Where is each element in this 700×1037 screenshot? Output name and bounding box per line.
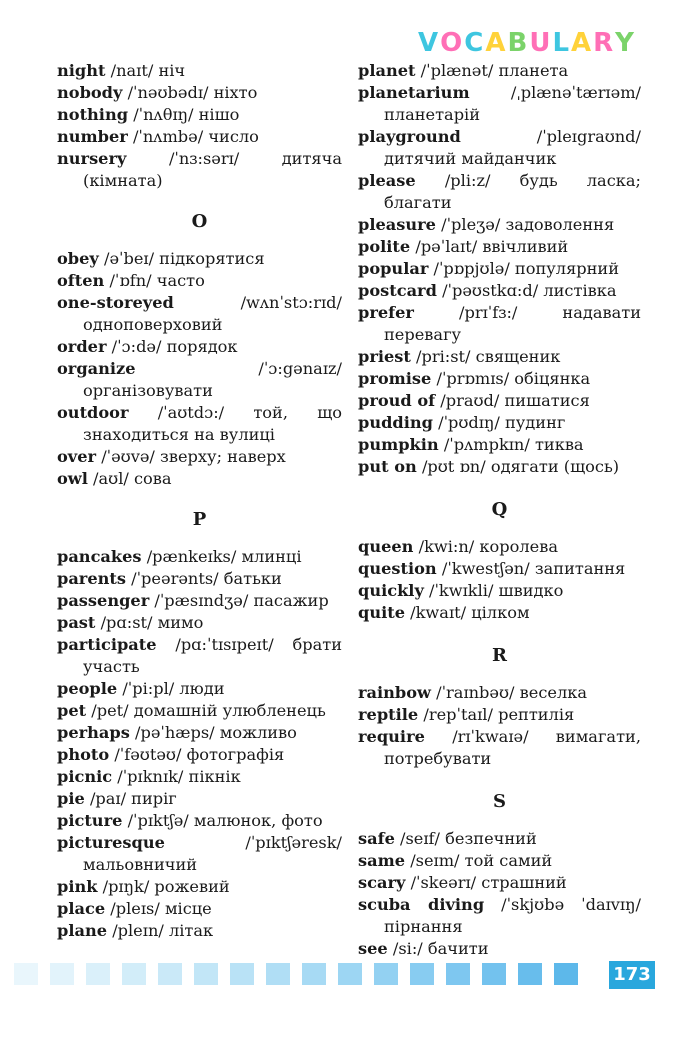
entry-definition: /ˌplænəˈtærɪəm/ планетарій	[384, 83, 641, 124]
entry-definition: /ˈplænət/ планета	[420, 61, 569, 80]
entry-word: perhaps	[57, 723, 130, 742]
letter-heading-s: S	[493, 791, 506, 812]
entry-definition: /pɑ:ˈtɪsɪpeɪt/ брати участь	[83, 635, 342, 676]
entry-definition: /pəˈhæps/ можливо	[135, 723, 297, 742]
entries-p	[57, 546, 342, 942]
entry-definition: /ˈskeərɪ/ страшний	[410, 873, 567, 892]
header-letter: A	[485, 28, 508, 58]
decorative-square	[482, 963, 506, 985]
entry-word: please	[358, 171, 416, 190]
entry-word: order	[57, 337, 107, 356]
entry-definition: /pet/ домашній улюбленець	[91, 701, 326, 720]
entry-word: picture	[57, 811, 123, 830]
entry-word: see	[358, 939, 388, 958]
entries-s	[358, 828, 641, 960]
entry-word: nothing	[57, 105, 129, 124]
entry-word: pie	[57, 789, 85, 808]
header-letter: C	[464, 28, 486, 58]
entry-word: plane	[57, 921, 108, 940]
vocab-entry	[57, 722, 342, 744]
entry-definition: /si:/ бачити	[392, 939, 489, 958]
entries-n	[57, 60, 342, 192]
vocab-entry	[57, 546, 342, 568]
decorative-squares	[14, 963, 578, 985]
vocab-entry	[358, 280, 641, 302]
entry-definition: /ˈpʊdɪŋ/ пудинг	[438, 413, 566, 432]
entry-definition: /paɪ/ пиріг	[89, 789, 177, 808]
entry-definition: /seɪf/ безпечний	[400, 829, 537, 848]
decorative-square	[14, 963, 38, 985]
vocab-entry	[358, 368, 641, 390]
entry-definition: /ˈəʊvə/ зверху; наверх	[101, 447, 286, 466]
entry-definition: /ˈpleʒə/ задоволення	[441, 215, 615, 234]
vocab-entry	[57, 744, 342, 766]
entry-definition: /kwaɪt/ цілком	[410, 603, 530, 622]
vocab-entry	[57, 358, 342, 402]
entry-word: one-storeyed	[57, 293, 174, 312]
vocab-entry	[57, 104, 342, 126]
vocab-entry	[57, 148, 342, 192]
vocab-entry	[57, 292, 342, 336]
vocab-entry	[57, 402, 342, 446]
entry-word: pudding	[358, 413, 433, 432]
vocab-entry	[358, 558, 641, 580]
entry-definition: /ˈpɪktʃəresk/ мальовничий	[83, 833, 342, 874]
entry-definition: /pɪŋk/ рожевий	[102, 877, 230, 896]
vocab-entry	[57, 446, 342, 468]
vocab-entry	[358, 126, 641, 170]
entry-word: owl	[57, 469, 88, 488]
page-number: 173	[609, 961, 655, 989]
entry-definition: /repˈtaɪl/ рептилія	[423, 705, 575, 724]
entry-word: past	[57, 613, 96, 632]
entry-definition: /ˈskjʊbə ˈdaɪvɪŋ/ пірнання	[384, 895, 641, 936]
entry-definition: /seɪm/ той самий	[410, 851, 553, 870]
vocab-entry	[358, 536, 641, 558]
entry-word: question	[358, 559, 437, 578]
decorative-square	[50, 963, 74, 985]
vocab-entry	[57, 876, 342, 898]
right-column	[358, 60, 641, 960]
entry-word: put on	[358, 457, 417, 476]
entry-definition: /rɪˈkwaɪə/ вимагати, потребувати	[384, 727, 641, 768]
entry-word: popular	[358, 259, 429, 278]
entry-word: pancakes	[57, 547, 142, 566]
vocab-entry	[358, 602, 641, 624]
vocab-entry	[57, 832, 342, 876]
entries-o	[57, 248, 342, 490]
vocab-entry	[57, 612, 342, 634]
entry-word: prefer	[358, 303, 414, 322]
entry-definition: /ˈkwɪkli/ швидко	[429, 581, 564, 600]
vocab-entry	[57, 248, 342, 270]
entry-definition: /pɑ:st/ мимо	[100, 613, 204, 632]
entry-word: postcard	[358, 281, 437, 300]
vocab-entry	[358, 580, 641, 602]
vocab-entry	[358, 828, 641, 850]
vocab-entry	[358, 82, 641, 126]
entry-word: reptile	[358, 705, 419, 724]
entry-definition: /ˈpi:pl/ люди	[122, 679, 225, 698]
header-letter: L	[552, 28, 572, 58]
entry-word: participate	[57, 635, 157, 654]
letter-heading-q: Q	[491, 499, 508, 520]
entry-word: place	[57, 899, 106, 918]
entry-word: photo	[57, 745, 110, 764]
vocab-entry	[358, 894, 641, 938]
entry-word: planet	[358, 61, 416, 80]
entry-definition: /əˈbeɪ/ підкорятися	[103, 249, 265, 268]
vocab-entry	[57, 568, 342, 590]
entry-definition: /ˈpɪknɪk/ пікнік	[117, 767, 241, 786]
vocab-entry	[358, 258, 641, 280]
decorative-square	[230, 963, 254, 985]
entry-definition: /pli:z/ будь ласка; благати	[384, 171, 641, 212]
vocab-entry	[57, 634, 342, 678]
vocab-entry	[358, 170, 641, 214]
vocab-entry	[358, 434, 641, 456]
entry-word: passenger	[57, 591, 150, 610]
entry-definition: /praʊd/ пишатися	[440, 391, 590, 410]
entry-definition: /pəˈlaɪt/ ввічливий	[415, 237, 569, 256]
entry-word: pleasure	[358, 215, 436, 234]
vocab-entry	[57, 898, 342, 920]
entry-word: pet	[57, 701, 87, 720]
decorative-square	[554, 963, 578, 985]
vocab-entry	[57, 700, 342, 722]
entry-definition: /wʌnˈstɔ:rɪd/ одноповерховий	[83, 293, 342, 334]
vocab-entry	[358, 704, 641, 726]
decorative-square	[338, 963, 362, 985]
vocab-entry	[57, 468, 342, 490]
vocab-entry	[57, 678, 342, 700]
entry-definition: /pʊt ɒn/ одягати (щось)	[421, 457, 620, 476]
left-column	[57, 60, 342, 942]
entries-q	[358, 536, 641, 624]
entry-word: playground	[358, 127, 461, 146]
vocab-entry	[358, 872, 641, 894]
vocab-entry	[358, 302, 641, 346]
entry-definition: /ˈnəʊbədɪ/ ніхто	[127, 83, 258, 102]
entry-word: nursery	[57, 149, 127, 168]
decorative-square	[158, 963, 182, 985]
entry-word: pink	[57, 877, 98, 896]
decorative-square	[86, 963, 110, 985]
entry-definition: /ˈnʌθɪŋ/ нішо	[133, 105, 240, 124]
header-letter: U	[529, 28, 553, 58]
entry-word: parents	[57, 569, 126, 588]
page-footer	[0, 955, 700, 1005]
entry-definition: /ˈpæsɪndʒə/ пасажир	[154, 591, 329, 610]
decorative-square	[518, 963, 542, 985]
letter-heading-r: R	[492, 645, 507, 666]
decorative-square	[266, 963, 290, 985]
vocab-entry	[57, 590, 342, 612]
entry-word: often	[57, 271, 105, 290]
vocabulary-heading	[418, 28, 636, 58]
entry-word: pumpkin	[358, 435, 439, 454]
entry-word: picnic	[57, 767, 113, 786]
entry-definition: /kwi:n/ королева	[418, 537, 558, 556]
vocab-entry	[358, 850, 641, 872]
entry-definition: /pleɪs/ місце	[110, 899, 212, 918]
vocab-entry	[358, 214, 641, 236]
entry-definition: /ˈɒfn/ часто	[109, 271, 205, 290]
entry-definition: /aʊl/ сова	[93, 469, 172, 488]
letter-heading-o: O	[191, 211, 208, 232]
vocab-entry	[57, 766, 342, 788]
decorative-square	[122, 963, 146, 985]
vocab-entry	[57, 82, 342, 104]
entries-p-continued	[358, 60, 641, 478]
entry-definition: /ˈprɒmɪs/ обіцянка	[436, 369, 591, 388]
decorative-square	[302, 963, 326, 985]
entry-definition: /ˈpəʊstkɑ:d/ листівка	[442, 281, 617, 300]
entry-word: same	[358, 851, 406, 870]
entries-r	[358, 682, 641, 770]
entry-definition: /ˈpeərənts/ батьки	[131, 569, 282, 588]
entry-definition: /prɪˈfɜ:/ надавати перевагу	[384, 303, 641, 344]
entry-word: require	[358, 727, 425, 746]
entry-word: obey	[57, 249, 99, 268]
entry-word: people	[57, 679, 118, 698]
vocab-entry	[57, 270, 342, 292]
entry-definition: /pleɪn/ літак	[112, 921, 214, 940]
entry-word: queen	[358, 537, 414, 556]
vocab-entry	[57, 788, 342, 810]
entry-word: planetarium	[358, 83, 470, 102]
vocab-entry	[358, 60, 641, 82]
entry-word: scary	[358, 873, 406, 892]
entry-word: rainbow	[358, 683, 431, 702]
entry-word: outdoor	[57, 403, 129, 422]
vocab-entry	[358, 346, 641, 368]
vocab-entry	[358, 726, 641, 770]
header-letter: V	[418, 28, 441, 58]
entry-definition: /ˈɔ:gənaɪz/ організовувати	[83, 359, 342, 400]
decorative-square	[374, 963, 398, 985]
vocab-entry	[358, 412, 641, 434]
vocab-entry	[358, 682, 641, 704]
entry-word: over	[57, 447, 97, 466]
entry-word: scuba diving	[358, 895, 485, 914]
entry-word: number	[57, 127, 128, 146]
entry-definition: /ˈpɪktʃə/ малюнок, фото	[127, 811, 323, 830]
vocab-entry	[57, 920, 342, 942]
vocab-entry	[57, 336, 342, 358]
vocab-entry	[358, 456, 641, 478]
entry-definition: /naɪt/ ніч	[110, 61, 186, 80]
entry-definition: /ˈnɜ:sərɪ/ дитяча (кімната)	[83, 149, 342, 190]
letter-heading-p: P	[192, 509, 207, 530]
entry-definition: /pænkeɪks/ млинці	[146, 547, 302, 566]
vocab-entry	[57, 810, 342, 832]
header-letter: A	[571, 28, 594, 58]
entry-word: picturesque	[57, 833, 165, 852]
decorative-square	[194, 963, 218, 985]
entry-word: organize	[57, 359, 136, 378]
entry-word: quickly	[358, 581, 424, 600]
header-letter: Y	[615, 28, 636, 58]
decorative-square	[410, 963, 434, 985]
vocab-entry	[358, 236, 641, 258]
entry-definition: /ˈaʊtdɔ:/ той, що знаходиться на вулиці	[83, 403, 342, 444]
entry-definition: /ˈfəʊtəʊ/ фотографія	[114, 745, 285, 764]
decorative-square	[446, 963, 470, 985]
entry-definition: /ˈraɪnbəʊ/ веселка	[436, 683, 588, 702]
vocab-entry	[57, 126, 342, 148]
entry-word: safe	[358, 829, 395, 848]
header-letter: R	[593, 28, 616, 58]
entry-word: night	[57, 61, 106, 80]
entry-word: nobody	[57, 83, 123, 102]
entry-word: polite	[358, 237, 411, 256]
entry-definition: /ˈɔ:də/ порядок	[111, 337, 238, 356]
header-letter: O	[440, 28, 465, 58]
entry-definition: /ˈkwestʃən/ запитання	[441, 559, 626, 578]
entry-definition: /pri:st/ священик	[416, 347, 561, 366]
entry-definition: /ˈpleɪgraʊnd/ дитячий майданчик	[384, 127, 641, 168]
entry-word: quite	[358, 603, 406, 622]
entry-word: priest	[358, 347, 411, 366]
vocab-entry	[57, 60, 342, 82]
entry-word: promise	[358, 369, 432, 388]
entry-definition: /ˈnʌmbə/ число	[132, 127, 259, 146]
header-letter: B	[507, 28, 530, 58]
entry-definition: /ˈpʌmpkɪn/ тиква	[443, 435, 584, 454]
entry-definition: /ˈpɒpjʊlə/ популярний	[433, 259, 620, 278]
entry-word: proud of	[358, 391, 436, 410]
vocab-entry	[358, 390, 641, 412]
